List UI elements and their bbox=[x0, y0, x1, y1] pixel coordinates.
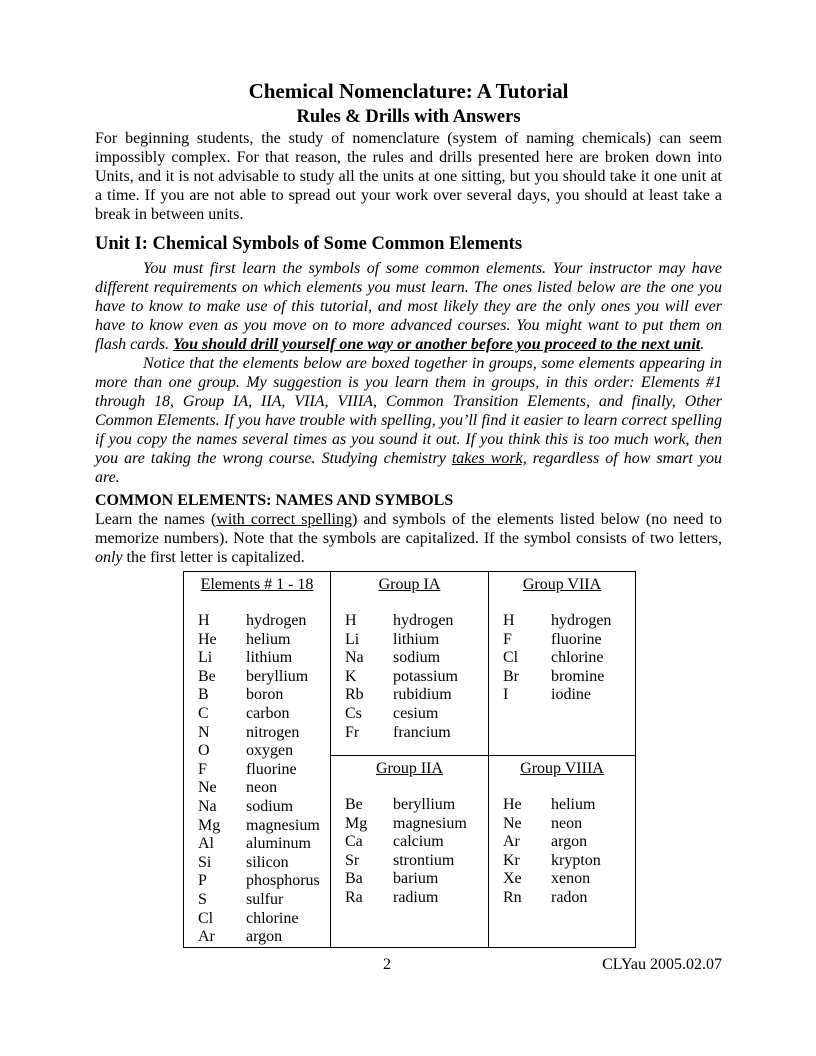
element-list-group-ia bbox=[331, 612, 488, 742]
element-name: cesium bbox=[393, 704, 439, 722]
group-header-ia bbox=[331, 575, 488, 594]
spacer bbox=[184, 594, 330, 612]
element-row bbox=[184, 891, 330, 910]
group-header-label: Elements # 1 - 18 bbox=[200, 576, 314, 593]
cell-elements-1-18 bbox=[184, 572, 331, 948]
element-symbol: Ar bbox=[198, 928, 215, 946]
element-row bbox=[184, 817, 330, 836]
element-symbol: Ra bbox=[345, 888, 363, 906]
element-row bbox=[331, 612, 488, 631]
element-name: sodium bbox=[393, 649, 441, 667]
element-name: iodine bbox=[551, 686, 591, 704]
spacer bbox=[331, 594, 488, 612]
element-symbol: H bbox=[198, 612, 210, 629]
unit1-p1-emphasis: You should drill yourself one way or another before you proceed to the next unit bbox=[173, 336, 701, 353]
element-name: rubidium bbox=[393, 686, 452, 704]
element-row bbox=[331, 686, 488, 705]
element-row bbox=[331, 833, 488, 852]
element-name: radium bbox=[393, 888, 439, 906]
element-symbol: Cs bbox=[345, 704, 362, 722]
element-row bbox=[331, 668, 488, 687]
element-symbol: C bbox=[198, 704, 209, 722]
unit1-p1-text: You must first learn the symbols of some common elements. Your instructor may have different requirements on which elements you must learn. The ones listed below are the one you have to know to make use of this tutorial, and most likely they are the only ones you will ever have to know even as you move on to more advanced courses. You might want to put them on flash cards. bbox=[95, 260, 722, 353]
element-row bbox=[489, 612, 635, 631]
cell-group-viiia bbox=[489, 756, 636, 948]
common-elements-heading: COMMON ELEMENTS: NAMES AND SYMBOLS bbox=[95, 492, 454, 509]
element-symbol: P bbox=[198, 872, 207, 890]
element-name: fluorine bbox=[551, 630, 602, 648]
element-name: neon bbox=[551, 814, 583, 832]
element-name: magnesium bbox=[393, 814, 467, 832]
unit1-p2-underlined: takes work, bbox=[451, 450, 527, 467]
group-header-label: Group VIIA bbox=[522, 576, 602, 593]
element-table bbox=[183, 571, 636, 948]
page-footer bbox=[95, 955, 722, 974]
element-row bbox=[184, 705, 330, 724]
element-row bbox=[184, 686, 330, 705]
unit1-heading: Unit I: Chemical Symbols of Some Common Elements bbox=[95, 234, 523, 254]
element-symbol: O bbox=[198, 742, 210, 760]
element-row bbox=[331, 705, 488, 724]
document-subtitle: Rules & Drills with Answers bbox=[296, 107, 521, 127]
element-row bbox=[489, 889, 635, 908]
element-row bbox=[184, 872, 330, 891]
element-symbol: Ca bbox=[345, 833, 363, 851]
group-header-label: Group IA bbox=[378, 576, 441, 593]
element-row bbox=[489, 833, 635, 852]
element-row bbox=[331, 852, 488, 871]
element-symbol: Si bbox=[198, 853, 212, 871]
element-symbol: F bbox=[503, 630, 512, 648]
element-name: calcium bbox=[393, 833, 444, 851]
unit1-p2-text-b: regardless of how smart you are. bbox=[95, 450, 722, 486]
element-row bbox=[184, 649, 330, 668]
group-header-elements-1-18 bbox=[184, 575, 330, 594]
element-name: sodium bbox=[246, 797, 294, 815]
spacer bbox=[489, 594, 635, 612]
learn-underlined: with correct spelling bbox=[216, 511, 352, 528]
element-row bbox=[184, 724, 330, 743]
element-row bbox=[184, 854, 330, 873]
element-symbol: S bbox=[198, 890, 207, 908]
element-name: chlorine bbox=[246, 909, 299, 927]
element-symbol: Mg bbox=[345, 814, 368, 832]
element-symbol: Rn bbox=[503, 888, 522, 906]
learn-text-a: Learn the names ( bbox=[95, 511, 217, 528]
element-list-group-iia bbox=[331, 796, 488, 908]
element-list-group-viia bbox=[489, 612, 635, 705]
element-row bbox=[489, 870, 635, 889]
element-row bbox=[184, 668, 330, 687]
element-row bbox=[331, 870, 488, 889]
element-name: bromine bbox=[551, 667, 605, 685]
element-row bbox=[184, 779, 330, 798]
group-header-label: Group IIA bbox=[375, 760, 444, 777]
element-name: silicon bbox=[246, 853, 289, 871]
element-name: chlorine bbox=[551, 649, 604, 667]
element-symbol: H bbox=[345, 612, 357, 629]
element-row bbox=[489, 852, 635, 871]
element-symbol: Ne bbox=[198, 779, 217, 797]
element-list-1-18 bbox=[184, 612, 330, 947]
element-row bbox=[184, 631, 330, 650]
element-name: lithium bbox=[393, 630, 440, 648]
element-row bbox=[489, 649, 635, 668]
cell-group-viia bbox=[489, 572, 636, 756]
element-name: hydrogen bbox=[246, 612, 307, 629]
element-symbol: Sr bbox=[345, 851, 360, 869]
element-symbol: Br bbox=[503, 667, 519, 685]
element-row bbox=[184, 910, 330, 929]
element-name: oxygen bbox=[246, 742, 294, 760]
element-symbol: Li bbox=[345, 630, 360, 648]
element-symbol: Al bbox=[198, 835, 214, 853]
element-name: hydrogen bbox=[393, 612, 454, 629]
unit1-p1-period: . bbox=[700, 336, 705, 353]
element-name: nitrogen bbox=[246, 723, 300, 741]
element-symbol: He bbox=[503, 796, 522, 813]
element-symbol: Cl bbox=[198, 909, 214, 927]
group-header-viiia bbox=[489, 759, 635, 778]
element-name: francium bbox=[393, 723, 451, 741]
element-symbol: Kr bbox=[503, 851, 520, 869]
element-symbol: Ne bbox=[503, 814, 522, 832]
spacer bbox=[331, 778, 488, 796]
element-symbol: Ar bbox=[503, 833, 520, 851]
element-name: beryllium bbox=[393, 796, 456, 813]
element-symbol: Li bbox=[198, 649, 213, 667]
learn-text-b: ) and symbols of the elements listed below (no need to memorize numbers). Note that the symbols are capitalized. If the symbol consists of two letters, bbox=[95, 511, 722, 547]
spacer bbox=[489, 778, 635, 796]
element-row bbox=[184, 798, 330, 817]
element-row bbox=[489, 668, 635, 687]
element-name: radon bbox=[551, 888, 588, 906]
element-row bbox=[184, 928, 330, 947]
element-name: sulfur bbox=[246, 890, 284, 908]
element-symbol: Na bbox=[198, 797, 217, 815]
element-name: fluorine bbox=[246, 760, 297, 778]
learn-text-c: the first letter is capitalized. bbox=[122, 549, 305, 566]
element-name: argon bbox=[246, 928, 283, 946]
element-symbol: K bbox=[345, 667, 357, 685]
element-row bbox=[489, 796, 635, 815]
element-row bbox=[331, 631, 488, 650]
element-row bbox=[489, 686, 635, 705]
element-name: xenon bbox=[551, 870, 591, 888]
element-symbol: I bbox=[503, 686, 509, 704]
group-header-iia bbox=[331, 759, 488, 778]
element-symbol: Be bbox=[198, 667, 216, 685]
element-name: helium bbox=[246, 630, 291, 648]
element-row bbox=[331, 815, 488, 834]
document-title: Chemical Nomenclature: A Tutorial bbox=[248, 79, 569, 103]
element-symbol: Xe bbox=[503, 870, 522, 888]
element-name: boron bbox=[246, 686, 284, 704]
unit1-p2-text-a: Notice that the elements below are boxed together in groups, some elements appearing in more than one group. My suggestion is you learn them in groups, in this order: Elements #1 through 18, Group IA, IIA, VIIA, VIIIA, Common Transition Elements, and finally, Other Common Elements. If you have trouble with spelling, you’ll find it easier to learn correct spelling if you copy the names several times as you sound it out. If you think this is too much work, then you are taking the wrong course. Studying chemistry bbox=[95, 355, 722, 467]
element-row bbox=[331, 796, 488, 815]
element-row bbox=[489, 815, 635, 834]
element-symbol: N bbox=[198, 723, 210, 741]
element-symbol: Ba bbox=[345, 870, 363, 888]
element-symbol: H bbox=[503, 612, 515, 629]
element-symbol: Cl bbox=[503, 649, 519, 667]
element-list-group-viiia bbox=[489, 796, 635, 908]
element-name: krypton bbox=[551, 851, 601, 869]
element-row bbox=[331, 724, 488, 743]
element-name: hydrogen bbox=[551, 612, 612, 629]
element-name: neon bbox=[246, 779, 278, 797]
element-row bbox=[331, 889, 488, 908]
element-row bbox=[184, 761, 330, 780]
unit1-paragraph-2 bbox=[95, 354, 722, 487]
element-row bbox=[489, 631, 635, 650]
element-name: aluminum bbox=[246, 835, 311, 853]
element-row bbox=[184, 612, 330, 631]
element-row bbox=[184, 835, 330, 854]
group-header-viia bbox=[489, 575, 635, 594]
element-symbol: B bbox=[198, 686, 209, 704]
element-symbol: Be bbox=[345, 796, 363, 813]
page-number: 2 bbox=[383, 955, 391, 973]
element-name: beryllium bbox=[246, 667, 309, 685]
element-name: magnesium bbox=[246, 816, 320, 834]
element-name: phosphorus bbox=[246, 872, 320, 890]
intro-paragraph: For beginning students, the study of nomenclature (system of naming chemicals) can seem impossibly complex. For that reason, the rules and drills presented here are broken down into Units, and it is not advisable to study all the units at one sitting, but you should take it one unit at a time. If you are not able to spread out your work over several days, you should at least take a break in between units. bbox=[95, 130, 722, 223]
element-name: argon bbox=[551, 833, 588, 851]
element-name: strontium bbox=[393, 851, 455, 869]
cell-group-iia bbox=[331, 756, 489, 948]
element-row bbox=[331, 649, 488, 668]
unit1-paragraph-1 bbox=[95, 259, 722, 354]
element-name: carbon bbox=[246, 704, 290, 722]
learn-paragraph bbox=[95, 510, 722, 567]
footer-credit: CLYau 2005.02.07 bbox=[602, 955, 722, 973]
element-symbol: Mg bbox=[198, 816, 221, 834]
cell-group-ia bbox=[331, 572, 489, 756]
element-symbol: Na bbox=[345, 649, 364, 667]
element-symbol: Fr bbox=[345, 723, 360, 741]
element-symbol: Rb bbox=[345, 686, 364, 704]
element-symbol: He bbox=[198, 630, 217, 648]
element-name: potassium bbox=[393, 667, 458, 685]
element-name: helium bbox=[551, 796, 596, 813]
element-name: lithium bbox=[246, 649, 293, 667]
group-header-label: Group VIIIA bbox=[520, 760, 604, 777]
element-row bbox=[184, 742, 330, 761]
element-symbol: F bbox=[198, 760, 207, 778]
learn-italic-word: only bbox=[95, 549, 123, 566]
element-name: barium bbox=[393, 870, 439, 888]
